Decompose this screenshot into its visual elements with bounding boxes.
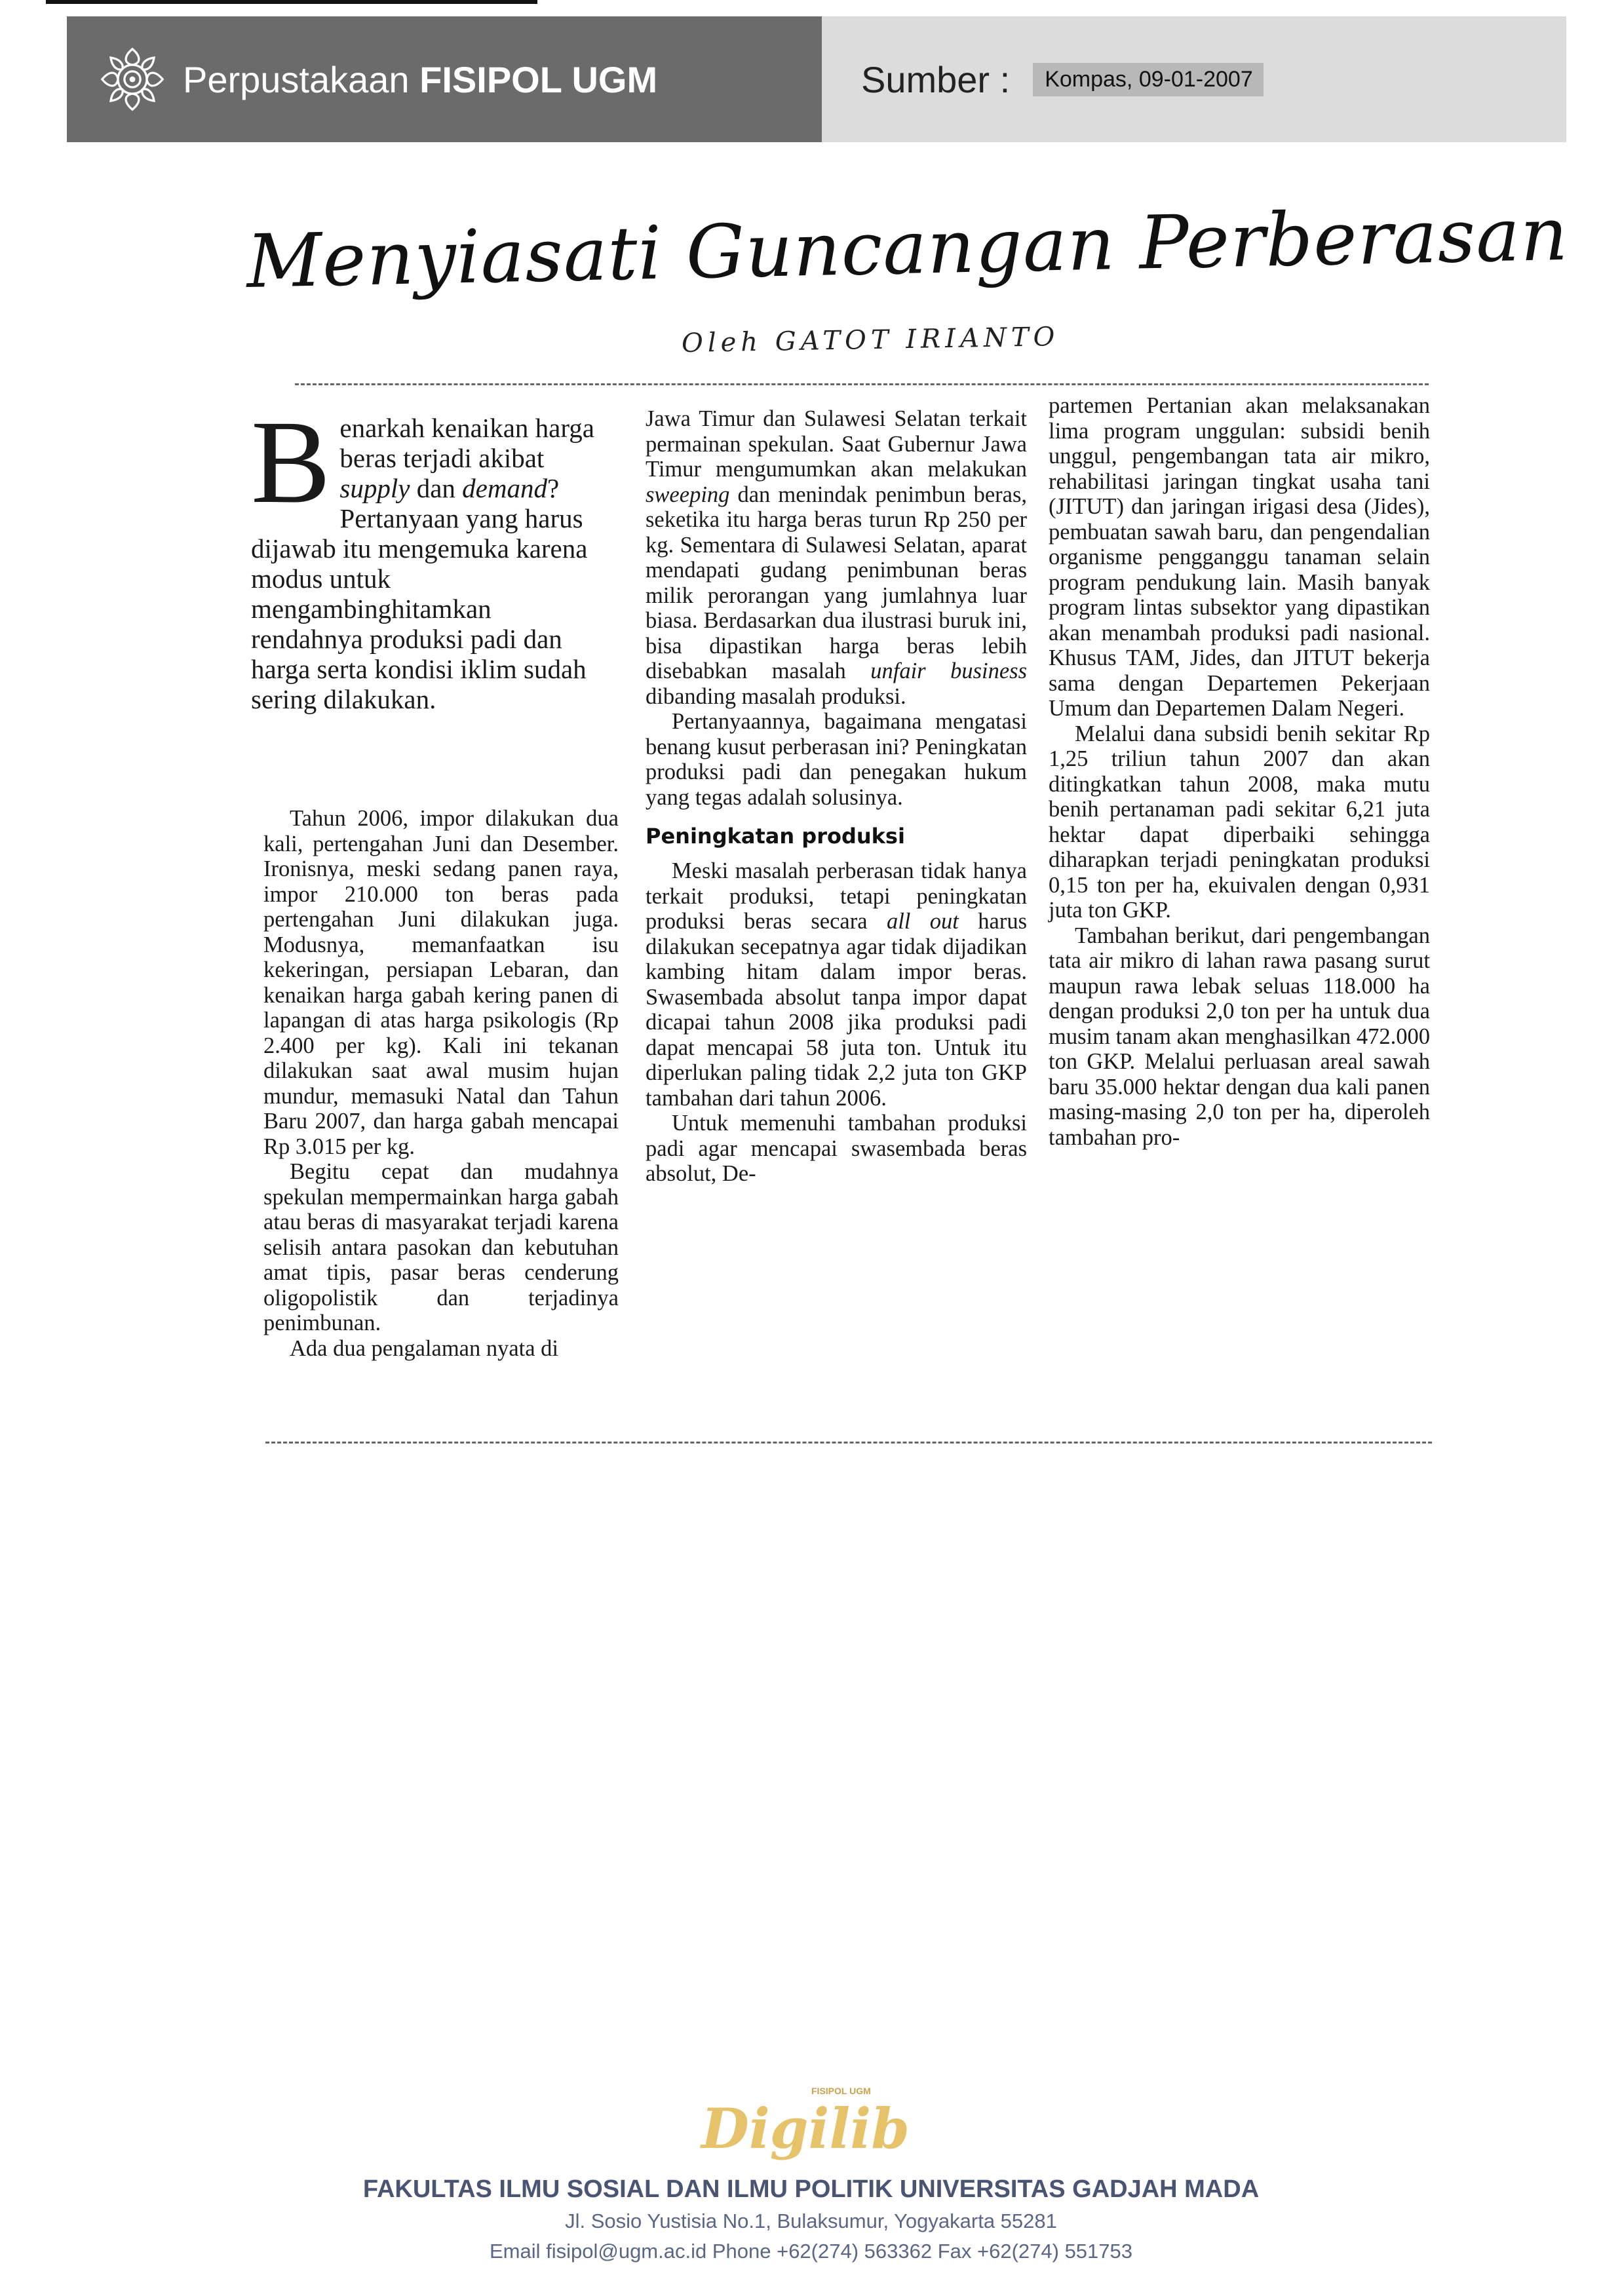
column-1-body [263,806,619,1361]
section-subheading: Peningkatan produksi [646,824,905,849]
paragraph: Tambahan berikut, dari pengembangan tata air mikro di lahan rawa pasang surut maupun rawa lebak seluas 118.000 ha dengan produksi 2,0 ton per ha untuk dua musim tanam akan menghasilkan 472.000 ton GKP. Melalui perluasan areal sawah baru 35.000 hektar dengan dua kali panen masing-masing 2,0 ton per ha, diperoleh tambahan pro- [1049,923,1430,1150]
digilib-logo [688,2082,950,2161]
header-source-panel [822,16,1566,142]
newspaper-clipping [226,190,1570,1474]
footer-faculty: FAKULTAS ILMU SOSIAL DAN ILMU POLITIK UNIVERSITAS GADJAH MADA [362,2175,1260,2203]
paragraph: Untuk memenuhi tambahan produksi padi agar mencapai swasembada beras absolut, De- [646,1111,1027,1186]
source-label: Sumber : [861,58,1011,100]
paragraph: Begitu cepat dan mudahnya spekulan mempermainkan harga gabah atau beras di masyarakat terjadi karena selisih antara pasokan dan kebutuhan amat tipis, pasar beras cenderung oligopolistik dan terjadinya penimbunan. [263,1159,619,1335]
column-2-body [646,406,1027,1187]
library-name: Perpustakaan FISIPOL UGM [183,58,658,100]
column-3-body [1049,393,1430,1150]
paragraph: Ada dua pengalaman nyata di [290,1335,559,1361]
article-byline: Oleh GATOT IRIANTO [681,322,1060,359]
drop-cap: B [251,396,331,528]
bottom-divider [265,1442,1432,1444]
top-border-line [46,0,537,4]
lead-paragraph: Benarkah kenaikan harga beras terjadi akibat supply dan demand? Pertanyaan yang harus dijawab itu mengemuka karena modus untuk mengambinghitamkan rendahnya produksi padi dan harga serta kondisi iklim sudah sering dilakukan. [251,396,594,714]
source-value: Kompas, 09-01-2007 [1033,63,1264,96]
header-library-panel [67,16,822,142]
ugm-seal-icon [96,43,168,115]
paragraph: partemen Pertanian akan melaksanakan lima program unggulan: subsidi benih unggul, pengembangan tata air mikro, rehabilitasi jaringan tingkat usaha tani (JITUT) dan jaringan irigasi desa (Jides), pembuatan sawah baru, dan pengendalian organisme pengganggu tanaman selain program pendukung lain. Masih banyak program lintas subsektor yang dipastikan akan menambah produksi padi nasional. Khusus TAM, Jides, dan JITUT bekerja sama dengan Departemen Pekerjaan Umum dan Departemen Dalam Negeri. [1049,393,1430,721]
title-divider [295,383,1429,385]
paragraph: Pertanyaannya, bagaimana mengatasi benang kusut perberasan ini? Peningkatan produksi padi dan penegakan hukum yang tegas adalah solusinya. [646,709,1027,810]
logo-caption: FISIPOL UGM [811,2086,871,2096]
paragraph: Tahun 2006, impor dilakukan dua kali, pertengahan Juni dan Desember. Ironisnya, meski sedang panen raya, impor 210.000 ton beras pada pertengahan Juni dilakukan juga. Modusnya, memanfaatkan isu kekeringan, persiapan Lebaran, dan kenaikan harga gabah kering panen di lapangan di atas harga psikologis (Rp 2.400 per kg). Kali ini tekanan dilakukan saat awal musim hujan mundur, memasuki Natal dan Tahun Baru 2007, dan harga gabah mencapai Rp 3.015 per kg. [263,806,619,1159]
archive-header [67,16,1566,142]
paragraph: Melalui dana subsidi benih sekitar Rp 1,25 triliun tahun 2007 dan akan ditingkatkan tahun 2008, maka mutu benih pertanaman padi sekitar 6,21 juta hektar dapat diperbaiki sehingga diharapkan terjadi peningkatan produksi 0,15 ton per ha, ekuivalen dengan 0,931 juta ton GKP. [1049,721,1430,923]
paragraph: Meski masalah perberasan tidak hanya terkait produksi, tetapi peningkatan produksi beras secara all out harus dilakukan secepatnya agar tidak dijadikan kambing hitam dalam impor beras. Swasembada absolut tanpa impor dapat dicapai tahun 2008 jika produksi padi dapat mencapai 58 juta ton. Untuk itu diperlukan paling tidak 2,2 juta ton GKP tambahan dari tahun 2006. [646,858,1027,1111]
article-title: Menyiasati Guncangan Perberasan [246,191,1570,305]
footer-address: Jl. Sosio Yustisia No.1, Bulaksumur, Yogyakarta 55281 [565,2210,1057,2232]
footer-contact: Email fisipol@ugm.ac.id Phone +62(274) 563362 Fax +62(274) 551753 [489,2240,1133,2263]
paragraph: Jawa Timur dan Sulawesi Selatan terkait permainan spekulan. Saat Gubernur Jawa Timur mengumumkan akan melakukan sweeping dan menindak penimbun beras, seketika itu harga beras turun Rp 250 per kg. Sementara di Sulawesi Selatan, aparat mendapati gudang penimbunan beras milik perorangan yang jumlahnya luar biasa. Berdasarkan dua ilustrasi buruk ini, bisa dipastikan harga beras lebih disebabkan masalah unfair business dibanding masalah produksi. [646,406,1028,709]
logo-wordmark: Digilib [701,2096,910,2161]
